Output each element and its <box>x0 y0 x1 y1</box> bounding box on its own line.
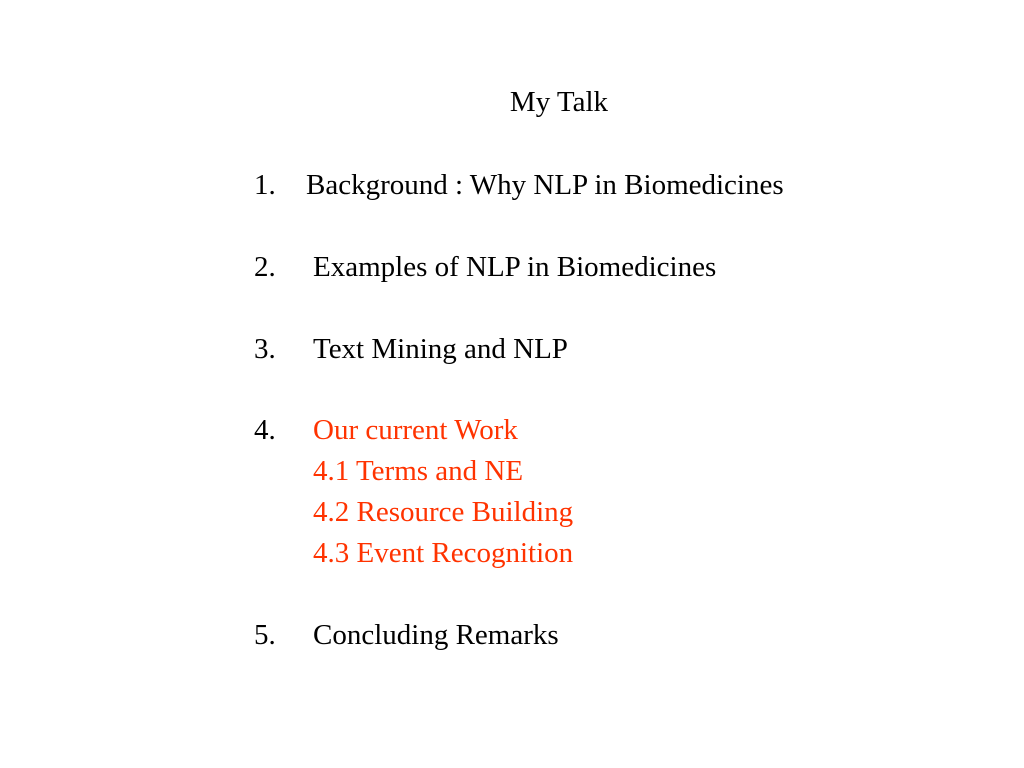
item-1-number: 1. <box>254 169 276 201</box>
item-2-text: Examples of NLP in Biomedicines <box>313 251 717 283</box>
item-2-number: 2. <box>254 251 276 283</box>
item-5-number: 5. <box>254 619 276 651</box>
item-4-subitem-1: 4.1 Terms and NE <box>313 455 524 487</box>
item-5-text: Concluding Remarks <box>313 619 559 651</box>
slide-title: My Talk <box>509 86 609 118</box>
item-4-number: 4. <box>254 414 276 446</box>
item-1-text: Background : Why NLP in Biomedicines <box>306 169 784 201</box>
item-4-text: Our current Work <box>313 414 518 446</box>
item-4-subitem-3: 4.3 Event Recognition <box>313 537 574 569</box>
item-3-number: 3. <box>254 333 276 365</box>
item-3-text: Text Mining and NLP <box>313 333 568 365</box>
item-4-subitem-2: 4.2 Resource Building <box>313 496 574 528</box>
